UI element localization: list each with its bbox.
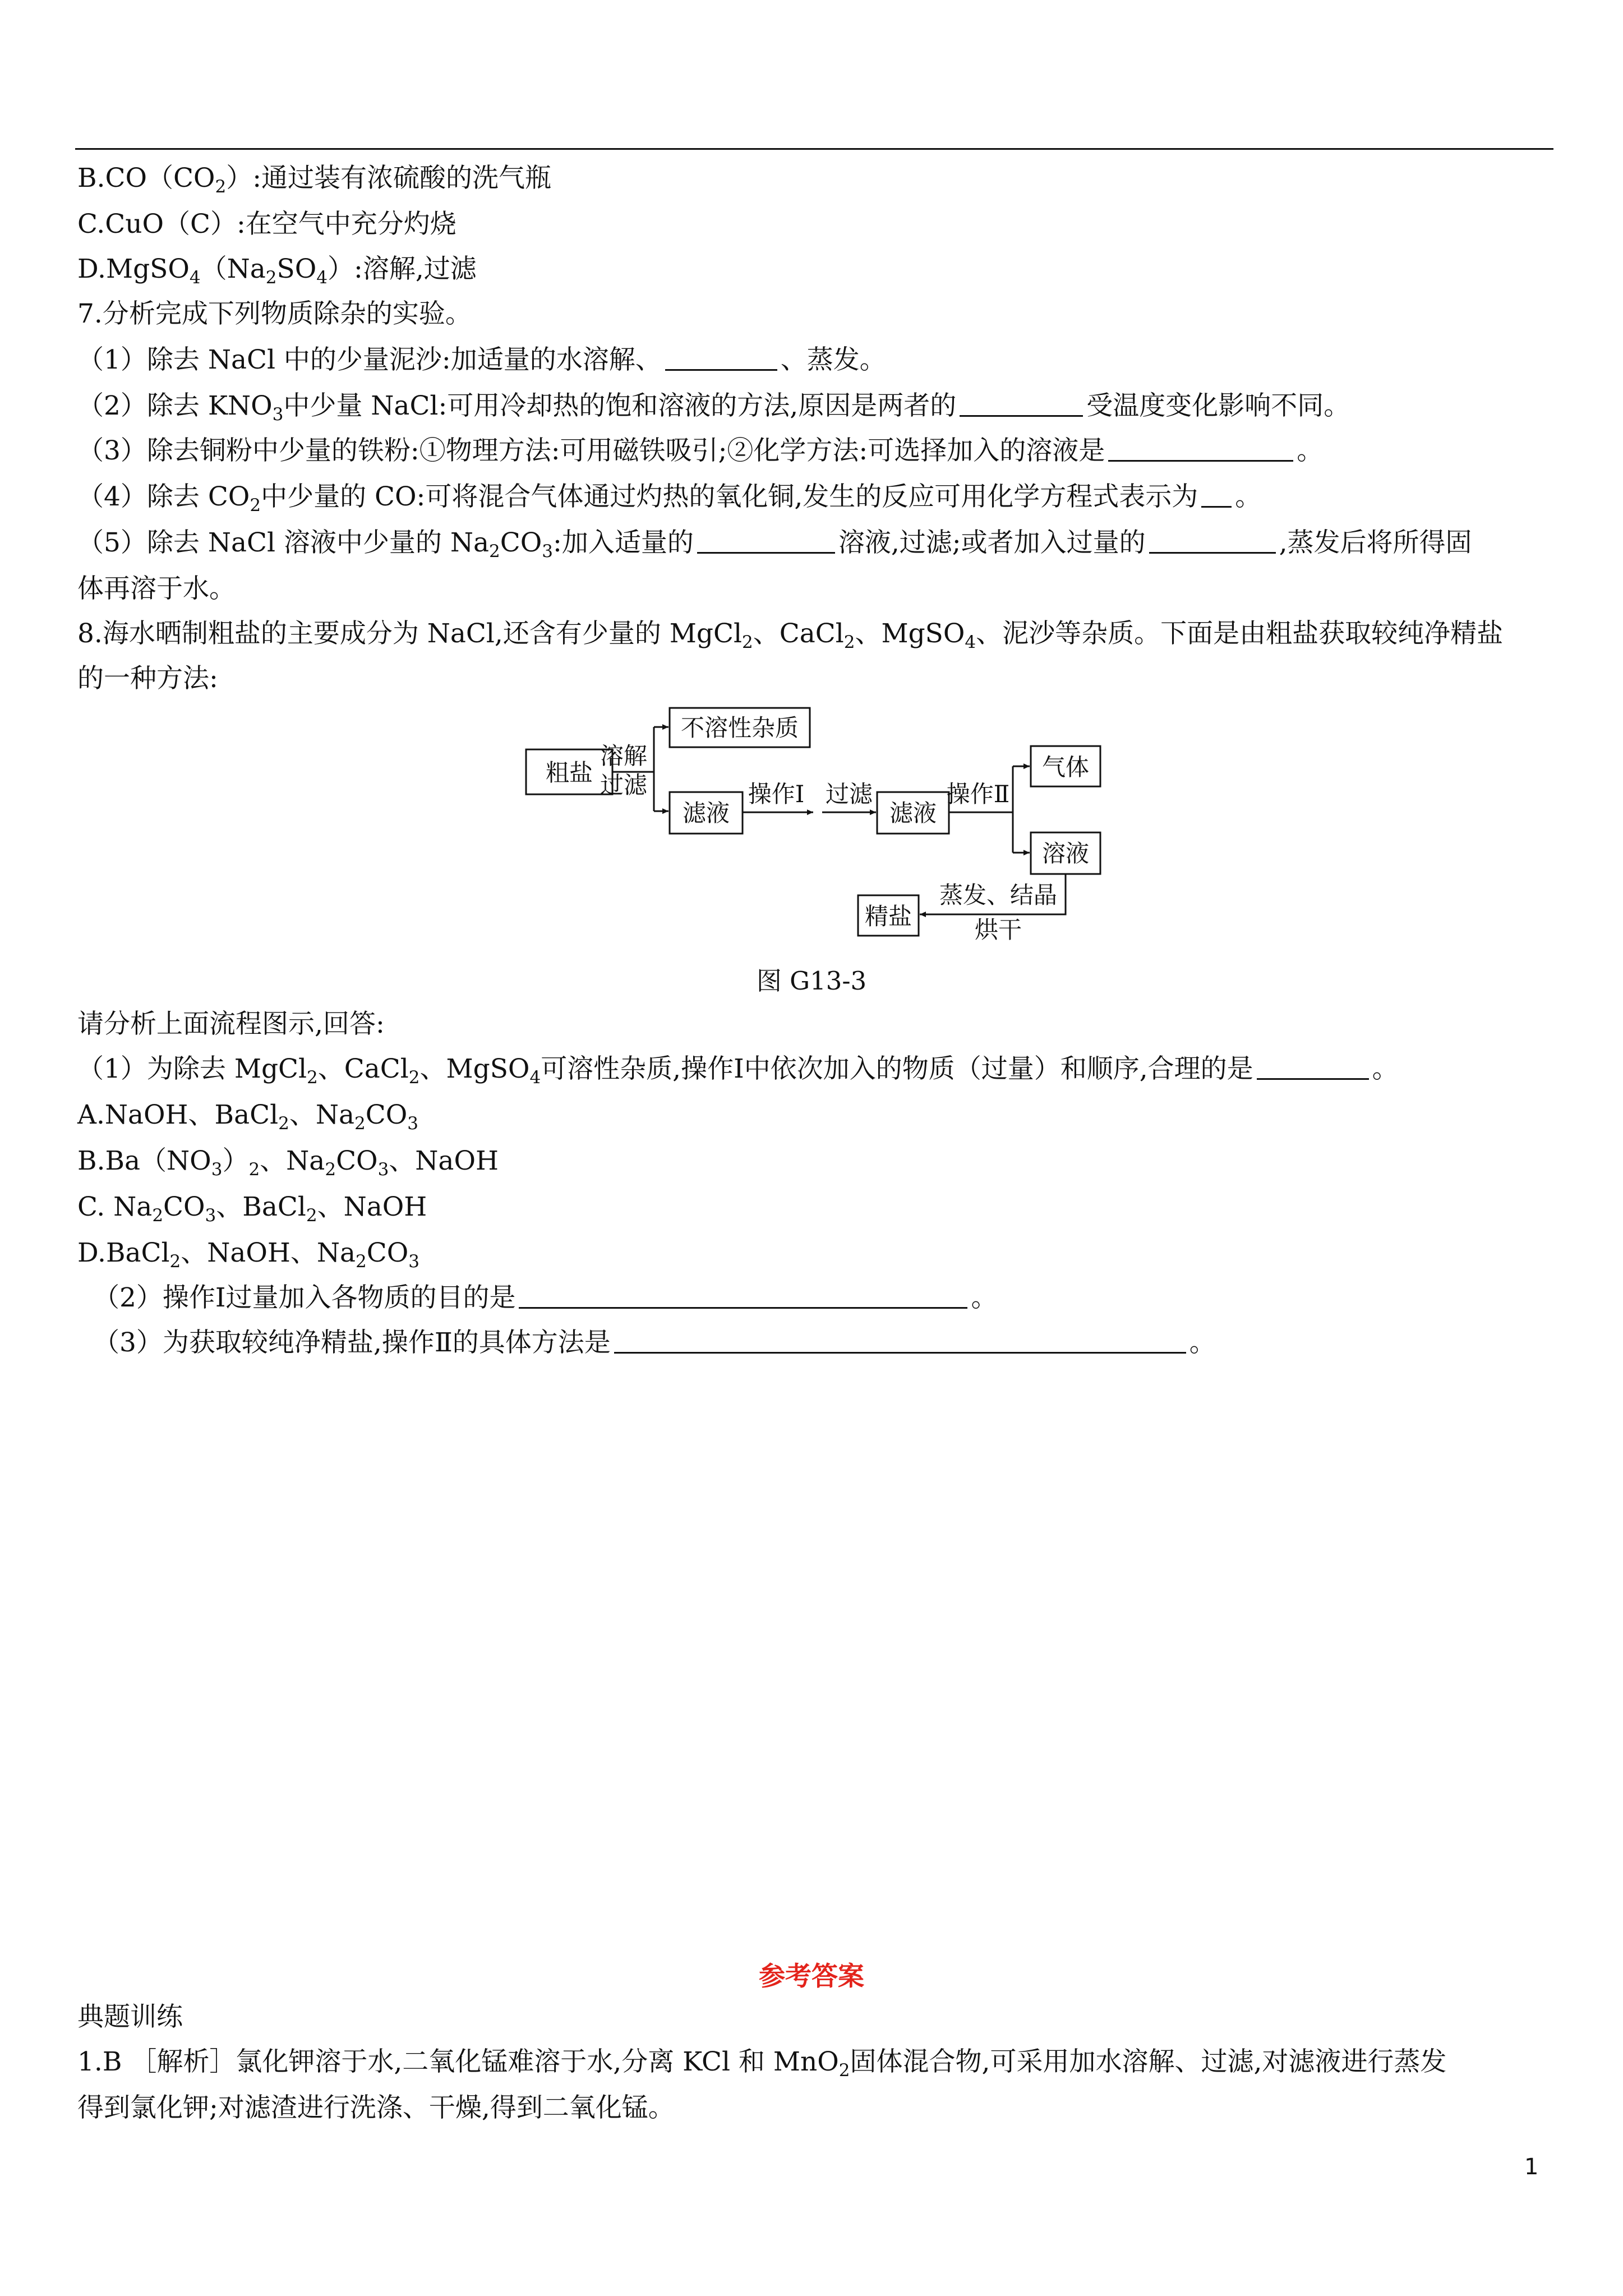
label-evaporate: 蒸发、结晶: [939, 881, 1058, 909]
question-7-1: （1）除去 NaCl 中的少量泥沙:加适量的水溶解、 、蒸发。: [77, 344, 886, 375]
analysis-prompt: 请分析上面流程图示,回答:: [77, 1009, 385, 1039]
answer-blank[interactable]: [614, 1328, 1186, 1354]
label-operation-2: 操作Ⅱ: [946, 780, 1010, 808]
question-7-2: （2）除去 $KNO_3$中少量 NaCl:可用冷却热的饱和溶液的方法,原因是两者的 受温度变化影响不同。: [77, 390, 1350, 425]
question-8-1: （1）为除去 MgCl$_2$、CaCl$_2$、MgSO$_4$可溶性杂质,操作Ⅰ中依次加入的物质（过量）和顺序,合理的是 。: [77, 1053, 1399, 1088]
question-7-4: （4）除去 $CO_2$中少量的 CO:可将混合气体通过灼热的氧化铜,发生的反应可用化学方程式表示为 。: [77, 481, 1262, 516]
question-8-3: （3）为获取较纯净精盐,操作Ⅱ的具体方法是 。: [93, 1327, 1216, 1358]
label-filtrate-2: 滤液: [889, 799, 937, 827]
page-number: 1: [1524, 2154, 1539, 2180]
question-8-intro-cont: 的一种方法:: [77, 663, 218, 694]
question-8-2: （2）操作Ⅰ过量加入各物质的目的是 。: [93, 1282, 998, 1313]
label-filter-2: 过滤: [825, 780, 873, 808]
label-dry: 烘干: [974, 916, 1022, 944]
label-insoluble: 不溶性杂质: [680, 714, 799, 742]
answer-1-cont: 得到氯化钾;对滤渣进行洗涤、干燥,得到二氧化锰。: [77, 2092, 675, 2123]
figure-caption: 图 G13-3: [756, 966, 867, 996]
label-filter-1: 过滤: [600, 771, 648, 799]
label-solution: 溶液: [1041, 840, 1090, 867]
label-operation-1: 操作Ⅰ: [748, 780, 805, 808]
option-d-line: $D.MgSO_4(Na_2SO_4)$:溶解,过滤: [77, 254, 477, 288]
question-7-5-cont: 体再溶于水。: [77, 573, 236, 604]
choice-b: $B.Ba(NO_3)_2$、$Na_2CO_3$、NaOH: [77, 1145, 499, 1180]
label-pure-salt: 精盐: [864, 903, 912, 930]
choice-a: A.NaOH、BaCl$_2$、$Na_2CO_3$: [77, 1099, 418, 1134]
question-7-3: （3）除去铜粉中少量的铁粉:①物理方法:可用磁铁吸引;②化学方法:可选择加入的溶液是 。: [77, 435, 1324, 466]
answer-blank[interactable]: [1257, 1055, 1369, 1080]
answer-subsection: 典题训练: [77, 2001, 183, 2032]
question-7-5: （5）除去 NaCl 溶液中少量的 $Na_2CO_3$:加入适量的 溶液,过滤;或者加入过量的 ,蒸发后将所得固: [77, 527, 1472, 562]
label-crude-salt: 粗盐: [545, 759, 593, 786]
label-filtrate-1: 滤液: [682, 799, 730, 827]
label-dissolve: 溶解: [600, 742, 648, 770]
answer-1: 1.B ［解析］氯化钾溶于水,二氧化锰难溶于水,分离 KCl 和 MnO$_2$固体混合物,可采用加水溶解、过滤,对滤液进行蒸发: [77, 2046, 1447, 2081]
option-b-line: $B.CO(CO_2)$:通过装有浓硫酸的洗气瓶: [77, 163, 552, 197]
choice-c: C. $Na_2CO_3$、BaCl$_2$、NaOH: [77, 1191, 427, 1226]
label-gas: 气体: [1041, 753, 1090, 781]
answer-blank[interactable]: [519, 1283, 967, 1309]
choice-d: D.BaCl$_2$、NaOH、$Na_2CO_3$: [77, 1237, 420, 1272]
option-c-line: C.CuO（C）:在空气中充分灼烧: [77, 209, 457, 240]
question-8-intro: 8.海水晒制粗盐的主要成分为 NaCl,还含有少量的 MgCl$_2$、CaCl$_2$、MgSO$_4$、泥沙等杂质。下面是由粗盐获取较纯净精盐: [77, 618, 1504, 652]
question-7-title: 7.分析完成下列物质除杂的实验。: [77, 298, 472, 329]
answer-section-title: 参考答案: [759, 1961, 864, 1992]
